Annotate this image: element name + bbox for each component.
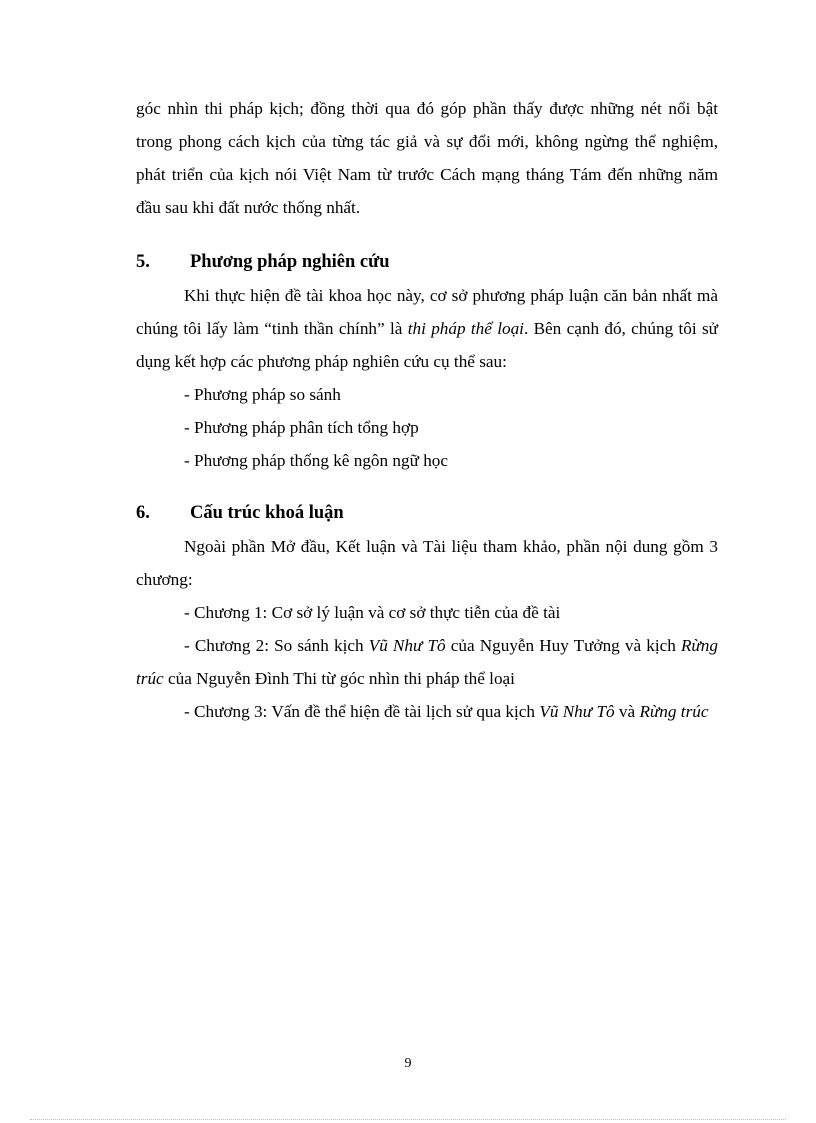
method-item-2: - Phương pháp phân tích tổng hợp	[184, 418, 419, 437]
chapter-3-item: - Chương 3: Vấn đề thể hiện đề tài lịch sử qua kịch Vũ Như Tô và Rừng trúc	[184, 702, 709, 721]
chapter-2-item: - Chương 2: So sánh kịch Vũ Như Tô của Nguyễn Huy Tưởng và kịch Rừng trúc của Nguyễn Đình Thi từ góc nhìn thi pháp thể loại	[136, 636, 718, 688]
genre-poetics-term: thi pháp thể loại	[407, 319, 524, 338]
method-item-1: - Phương pháp so sánh	[184, 385, 341, 404]
page-bottom-divider	[30, 1119, 786, 1120]
page-number: 9	[404, 1056, 412, 1071]
intro-paragraph: góc nhìn thi pháp kịch; đồng thời qua đó góp phần thấy được những nét nổi bật trong phong cách kịch của từng tác giả và sự đổi mới, không ngừng thể nghiệm, phát triển của kịch nói Việt Nam từ trước Cách mạng tháng Tám đến những năm đầu sau khi đất nước thống nhất.	[136, 99, 718, 217]
section-6-heading	[136, 497, 718, 530]
section-5-paragraph: Khi thực hiện đề tài khoa học này, cơ sở phương pháp luận căn bản nhất mà chúng tôi lấy làm “tinh thần chính” là thi pháp thể loại. Bên cạnh đó, chúng tôi sử dụng kết hợp các phương pháp nghiên cứu cụ thể sau:	[136, 286, 718, 371]
section-5-number: 5.	[136, 252, 150, 272]
section-5-heading	[136, 246, 718, 279]
page-content	[136, 92, 718, 728]
section-5-title: Phương pháp nghiên cứu	[190, 252, 390, 272]
section-6-title: Cấu trúc khoá luận	[190, 503, 344, 523]
chapter-1-item: - Chương 1: Cơ sở lý luận và cơ sở thực tiễn của đề tài	[184, 603, 561, 622]
section-6-paragraph: Ngoài phần Mở đầu, Kết luận và Tài liệu tham khảo, phần nội dung gồm 3 chương:	[136, 537, 718, 589]
section-6-number: 6.	[136, 503, 150, 523]
method-item-3: - Phương pháp thống kê ngôn ngữ học	[184, 451, 449, 470]
